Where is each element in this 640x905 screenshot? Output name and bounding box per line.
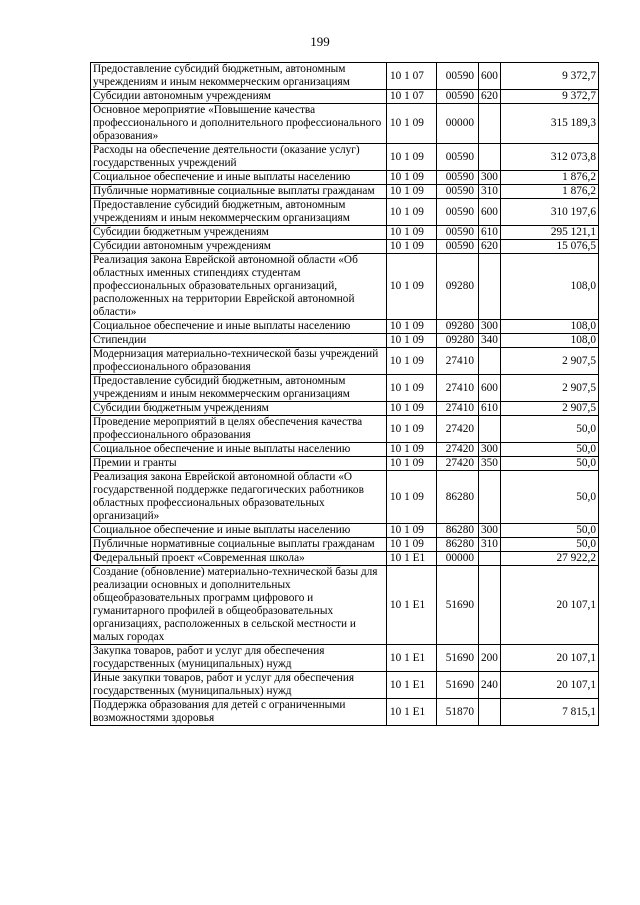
direction-code-cell: 27410 [437,402,479,416]
program-code-cell: 10 1 09 [387,104,437,144]
amount-cell: 2 907,5 [501,348,599,375]
table-row [91,320,599,334]
expense-type-cell: 620 [479,240,501,254]
direction-code-cell: 86280 [437,524,479,538]
direction-code-cell: 00590 [437,171,479,185]
table-row [91,144,599,171]
amount-cell: 20 107,1 [501,672,599,699]
amount-cell: 108,0 [501,334,599,348]
program-code-cell: 10 1 09 [387,402,437,416]
program-code-cell: 10 1 07 [387,63,437,90]
expense-type-cell: 300 [479,524,501,538]
expense-type-cell [479,416,501,443]
expense-name-cell: Иные закупки товаров, работ и услуг для обеспечения государственных (муниципальных) нужд [91,672,387,699]
direction-code-cell: 00000 [437,552,479,566]
program-code-cell: 10 1 09 [387,144,437,171]
amount-cell: 2 907,5 [501,402,599,416]
expense-name-cell: Премии и гранты [91,457,387,471]
expense-type-cell: 240 [479,672,501,699]
expense-name-cell: Субсидии бюджетным учреждениям [91,402,387,416]
table-row [91,699,599,726]
expense-type-cell: 300 [479,443,501,457]
amount-cell: 1 876,2 [501,185,599,199]
expense-type-cell [479,566,501,645]
direction-code-cell: 09280 [437,254,479,320]
table-row [91,524,599,538]
direction-code-cell: 51870 [437,699,479,726]
table-row [91,240,599,254]
program-code-cell: 10 1 09 [387,538,437,552]
program-code-cell: 10 1 09 [387,320,437,334]
program-code-cell: 10 1 09 [387,334,437,348]
expense-name-cell: Публичные нормативные социальные выплаты гражданам [91,538,387,552]
program-code-cell: 10 1 09 [387,199,437,226]
direction-code-cell: 09280 [437,320,479,334]
table-row [91,471,599,524]
amount-cell: 9 372,7 [501,90,599,104]
direction-code-cell: 51690 [437,566,479,645]
program-code-cell: 10 1 07 [387,90,437,104]
expense-type-cell [479,104,501,144]
amount-cell: 50,0 [501,416,599,443]
table-row [91,348,599,375]
table-row [91,63,599,90]
expense-name-cell: Социальное обеспечение и иные выплаты населению [91,171,387,185]
table-row [91,375,599,402]
expense-name-cell: Поддержка образования для детей с ограниченными возможностями здоровья [91,699,387,726]
direction-code-cell: 09280 [437,334,479,348]
expense-type-cell: 600 [479,63,501,90]
program-code-cell: 10 1 E1 [387,552,437,566]
direction-code-cell: 00590 [437,226,479,240]
program-code-cell: 10 1 09 [387,457,437,471]
expense-name-cell: Основное мероприятие «Повышение качества профессионального и дополнительного профессионального образования» [91,104,387,144]
expense-name-cell: Модернизация материально-технической базы учреждений профессионального образования [91,348,387,375]
expense-name-cell: Реализация закона Еврейской автономной области «О государственной поддержке педагогических работников областных профессиональных образовательных организаций» [91,471,387,524]
expense-type-cell: 620 [479,90,501,104]
budget-table [90,62,599,726]
table-row [91,566,599,645]
expense-name-cell: Социальное обеспечение и иные выплаты населению [91,443,387,457]
expense-name-cell: Стипендии [91,334,387,348]
amount-cell: 15 076,5 [501,240,599,254]
table-row [91,672,599,699]
direction-code-cell: 51690 [437,672,479,699]
program-code-cell: 10 1 09 [387,524,437,538]
amount-cell: 108,0 [501,254,599,320]
program-code-cell: 10 1 09 [387,185,437,199]
expense-name-cell: Закупка товаров, работ и услуг для обеспечения государственных (муниципальных) нужд [91,645,387,672]
program-code-cell: 10 1 E1 [387,699,437,726]
table-row [91,443,599,457]
amount-cell: 1 876,2 [501,171,599,185]
expense-type-cell: 600 [479,199,501,226]
expense-type-cell: 610 [479,226,501,240]
table-row [91,538,599,552]
direction-code-cell: 00590 [437,144,479,171]
direction-code-cell: 00590 [437,199,479,226]
direction-code-cell: 27420 [437,457,479,471]
expense-type-cell: 600 [479,375,501,402]
amount-cell: 50,0 [501,443,599,457]
amount-cell: 108,0 [501,320,599,334]
program-code-cell: 10 1 E1 [387,645,437,672]
page-number: 199 [310,34,330,49]
table-row [91,104,599,144]
expense-type-cell [479,348,501,375]
expense-name-cell: Создание (обновление) материально-технической базы для реализации основных и дополнительных общеобразовательных программ цифрового и гуманитарного профилей в общеобразовательных организациях, расположенных в сельской местности и малых городах [91,566,387,645]
expense-type-cell [479,699,501,726]
expense-type-cell: 200 [479,645,501,672]
amount-cell: 315 189,3 [501,104,599,144]
table-row [91,552,599,566]
direction-code-cell: 51690 [437,645,479,672]
program-code-cell: 10 1 E1 [387,566,437,645]
table-row [91,254,599,320]
amount-cell: 50,0 [501,457,599,471]
program-code-cell: 10 1 09 [387,240,437,254]
expense-name-cell: Расходы на обеспечение деятельности (оказание услуг) государственных учреждений [91,144,387,171]
table-row [91,90,599,104]
direction-code-cell: 00590 [437,240,479,254]
table-row [91,402,599,416]
expense-name-cell: Реализация закона Еврейской автономной области «Об областных именных стипендиях студентам профессиональных образовательных организаций, расположенных на территории Еврейской автономной области» [91,254,387,320]
amount-cell: 20 107,1 [501,645,599,672]
direction-code-cell: 00000 [437,104,479,144]
expense-name-cell: Проведение мероприятий в целях обеспечения качества профессионального образования [91,416,387,443]
program-code-cell: 10 1 09 [387,471,437,524]
expense-name-cell: Предоставление субсидий бюджетным, автономным учреждениям и иным некоммерческим организациям [91,63,387,90]
amount-cell: 310 197,6 [501,199,599,226]
amount-cell: 50,0 [501,524,599,538]
direction-code-cell: 00590 [437,63,479,90]
direction-code-cell: 27410 [437,375,479,402]
direction-code-cell: 27420 [437,416,479,443]
expense-name-cell: Субсидии автономным учреждениям [91,240,387,254]
expense-type-cell [479,552,501,566]
expense-type-cell [479,144,501,171]
direction-code-cell: 00590 [437,185,479,199]
expense-type-cell: 300 [479,171,501,185]
table-row [91,416,599,443]
expense-type-cell: 300 [479,320,501,334]
program-code-cell: 10 1 09 [387,254,437,320]
expense-name-cell: Федеральный проект «Современная школа» [91,552,387,566]
program-code-cell: 10 1 09 [387,348,437,375]
expense-name-cell: Социальное обеспечение и иные выплаты населению [91,524,387,538]
expense-type-cell: 310 [479,185,501,199]
program-code-cell: 10 1 09 [387,226,437,240]
expense-name-cell: Социальное обеспечение и иные выплаты населению [91,320,387,334]
expense-name-cell: Субсидии бюджетным учреждениям [91,226,387,240]
table-row [91,334,599,348]
table-row [91,171,599,185]
program-code-cell: 10 1 09 [387,375,437,402]
direction-code-cell: 86280 [437,538,479,552]
expense-type-cell [479,254,501,320]
expense-type-cell: 310 [479,538,501,552]
table-row [91,226,599,240]
direction-code-cell: 86280 [437,471,479,524]
amount-cell: 2 907,5 [501,375,599,402]
table-row [91,645,599,672]
expense-name-cell: Предоставление субсидий бюджетным, автономным учреждениям и иным некоммерческим организациям [91,199,387,226]
amount-cell: 7 815,1 [501,699,599,726]
amount-cell: 295 121,1 [501,226,599,240]
program-code-cell: 10 1 09 [387,443,437,457]
amount-cell: 50,0 [501,471,599,524]
table-row [91,457,599,471]
program-code-cell: 10 1 09 [387,171,437,185]
expense-name-cell: Субсидии автономным учреждениям [91,90,387,104]
expense-type-cell: 350 [479,457,501,471]
expense-type-cell: 340 [479,334,501,348]
table-row [91,199,599,226]
amount-cell: 27 922,2 [501,552,599,566]
direction-code-cell: 27410 [437,348,479,375]
program-code-cell: 10 1 E1 [387,672,437,699]
table-row [91,185,599,199]
expense-type-cell: 610 [479,402,501,416]
amount-cell: 50,0 [501,538,599,552]
expense-name-cell: Предоставление субсидий бюджетным, автономным учреждениям и иным некоммерческим организациям [91,375,387,402]
program-code-cell: 10 1 09 [387,416,437,443]
direction-code-cell: 27420 [437,443,479,457]
direction-code-cell: 00590 [437,90,479,104]
budget-table-body [91,63,599,726]
expense-type-cell [479,471,501,524]
expense-name-cell: Публичные нормативные социальные выплаты гражданам [91,185,387,199]
amount-cell: 9 372,7 [501,63,599,90]
amount-cell: 312 073,8 [501,144,599,171]
amount-cell: 20 107,1 [501,566,599,645]
